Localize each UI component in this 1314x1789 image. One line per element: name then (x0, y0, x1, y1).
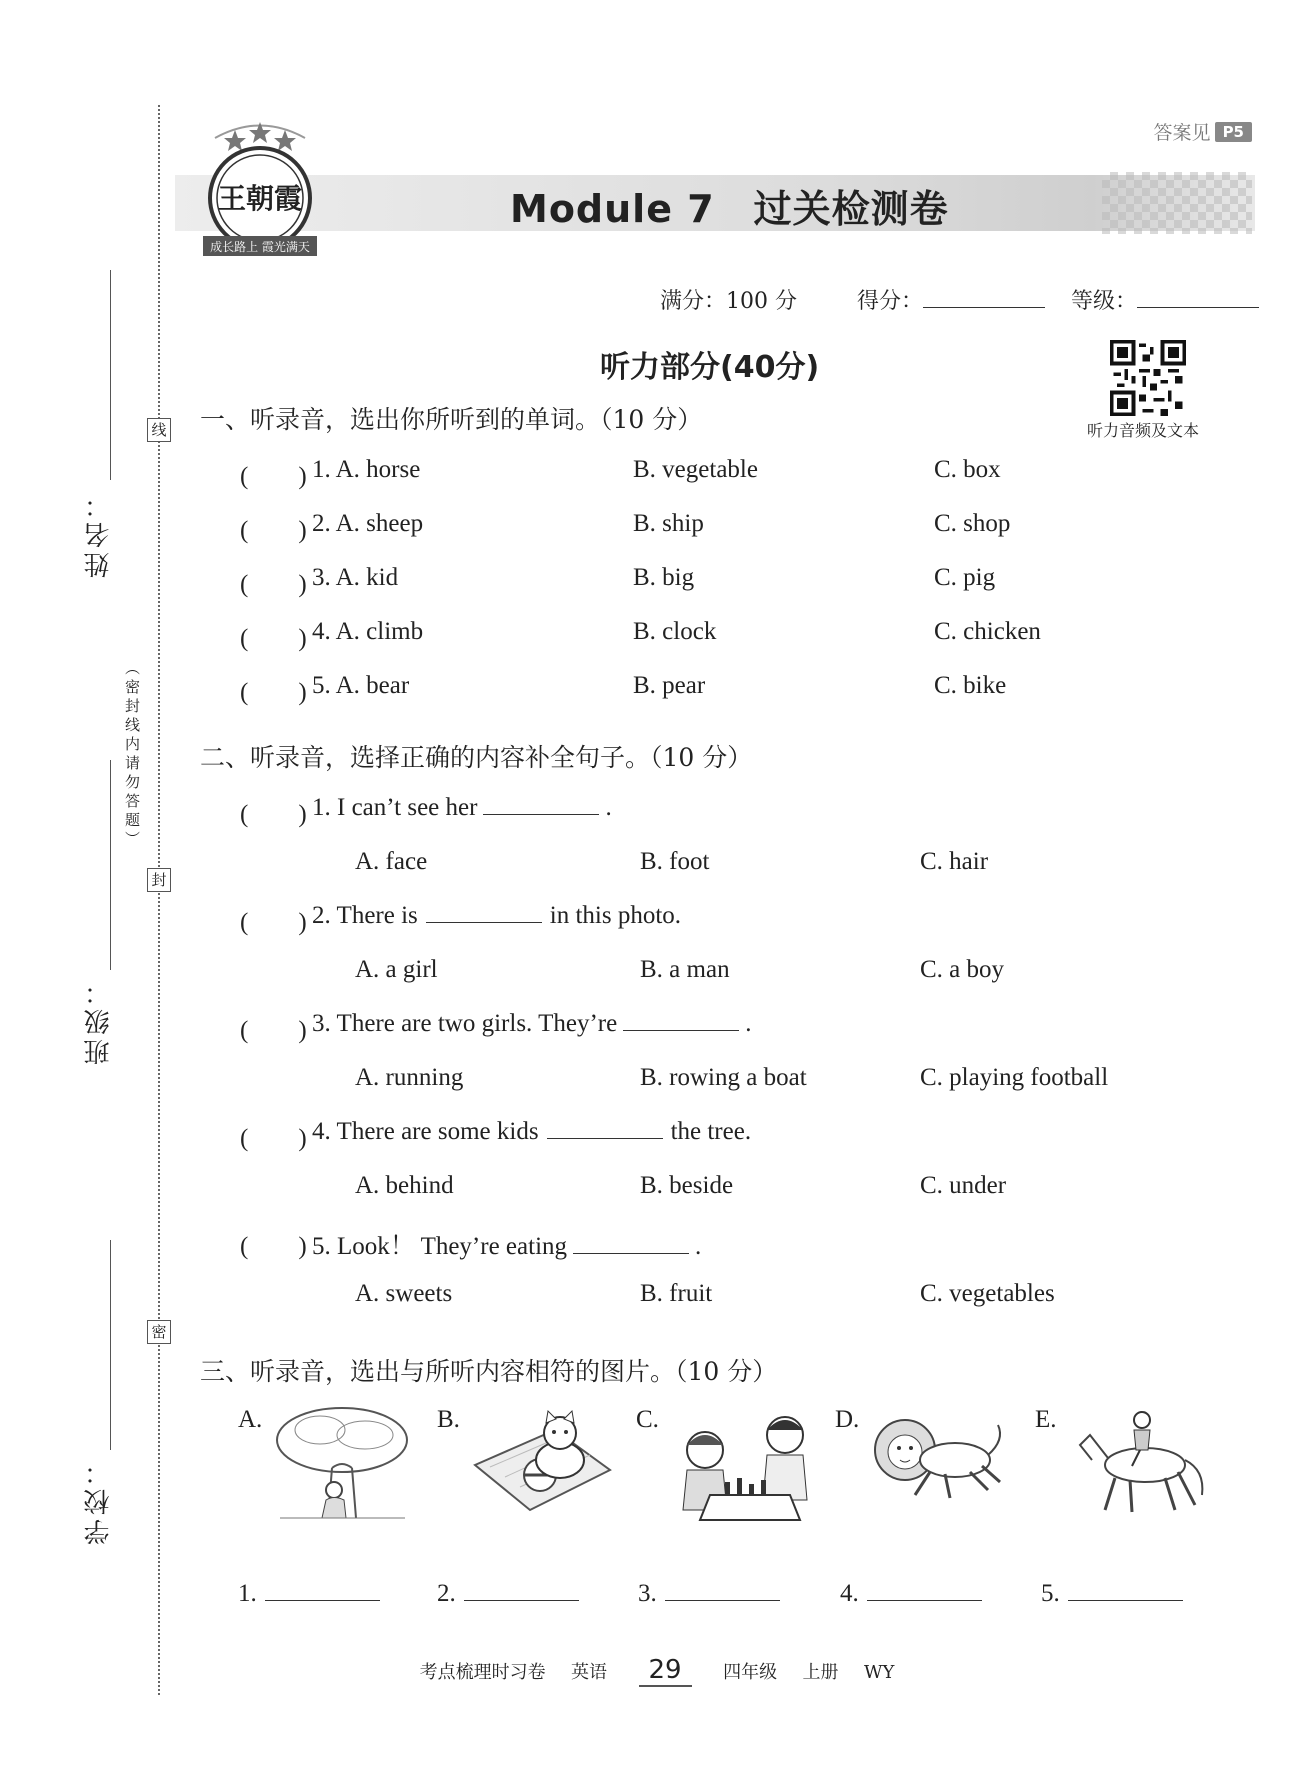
s3-answer-3-blank[interactable] (665, 1599, 780, 1601)
school-label: 学校： (84, 1455, 114, 1545)
s2-q3-a: A. running (355, 1064, 464, 1091)
s2-q2-b: B. a man (640, 956, 730, 983)
s1-q4-b: B. clock (633, 618, 717, 645)
answer-bracket[interactable]: ( ) (240, 909, 307, 936)
s3-answer-2-num: 2. (437, 1580, 456, 1607)
s2-q3-b: B. rowing a boat (640, 1064, 807, 1091)
s1-q1-b: B. vegetable (633, 456, 758, 483)
name-underline[interactable] (110, 270, 111, 480)
answer-bracket[interactable]: ( ) (240, 679, 307, 706)
school-underline[interactable] (110, 1240, 111, 1450)
running-lion-picture[interactable] (870, 1410, 1015, 1505)
boy-under-tree-picture[interactable] (270, 1400, 415, 1525)
s2-q1-b: B. foot (640, 848, 710, 875)
answer-ref-label: 答案见 (1153, 122, 1211, 144)
footer-book: 考点梳理时习卷 (419, 1662, 546, 1683)
answer-bracket[interactable]: ( ) (240, 1125, 307, 1152)
s2-q5-stem: 5. Look！ They’re eating (312, 1233, 568, 1260)
s3-answer-3-num: 3. (638, 1580, 657, 1607)
s1-q2-c: C. shop (934, 510, 1011, 537)
s1-q5-b: B. pear (633, 672, 706, 699)
s2-q1-a: A. face (355, 848, 428, 875)
footer-grade: 四年级 (723, 1662, 778, 1683)
section2-items (240, 794, 1140, 1334)
s2-q1-blank[interactable] (483, 813, 599, 815)
qr-caption: 听力音频及文本 (1087, 421, 1200, 440)
section1-items (240, 456, 1140, 726)
seal-char-line: 线 (147, 418, 171, 442)
girl-riding-horse-picture[interactable] (1070, 1400, 1215, 1520)
footer-edition: WY (864, 1662, 895, 1683)
picture-a-label: A. (238, 1406, 263, 1433)
seal-note: （密封线内请勿答题） (123, 660, 141, 850)
s2-q3-end: . (745, 1010, 752, 1037)
s2-q2-a: A. a girl (355, 956, 438, 983)
page-title: Module 7 过关检测卷 (510, 187, 949, 231)
s2-q2-end: in this photo. (549, 902, 682, 929)
section3-title: 三、听录音，选出与所听内容相符的图片。（10 分） (200, 1357, 778, 1386)
page-footer (0, 1655, 1314, 1685)
banner-checker-decoration (1102, 172, 1252, 234)
s2-q4-blank[interactable] (547, 1137, 663, 1139)
s3-answer-2 (437, 1580, 579, 1608)
picture-b-label: B. (437, 1406, 460, 1433)
svg-text:王朝霞: 王朝霞 (217, 182, 303, 215)
answer-bracket[interactable]: ( ) (240, 801, 307, 828)
footer-subject: 英语 (571, 1662, 608, 1683)
s2-q1 (312, 794, 612, 822)
s2-q4-stem: 4. There are some kids (312, 1118, 539, 1145)
answer-bracket[interactable]: ( ) (240, 1017, 307, 1044)
s2-q5-a: A. sweets (355, 1280, 453, 1307)
class-label: 班级： (84, 975, 114, 1065)
s2-q4-a: A. behind (355, 1172, 454, 1199)
s3-answer-4-num: 4. (840, 1580, 859, 1607)
section2-title: 二、听录音，选择正确的内容补全句子。（10 分） (200, 743, 753, 772)
cat-on-towel-picture[interactable] (470, 1405, 615, 1515)
svg-text:成长路上 霞光满天: 成长路上 霞光满天 (210, 240, 310, 254)
s1-q3-c: C. pig (934, 564, 996, 591)
qr-code-icon[interactable] (1110, 340, 1186, 416)
full-score: 满分：100 分 (660, 289, 797, 314)
s3-answer-1-num: 1. (238, 1580, 257, 1607)
s3-answer-1 (238, 1580, 380, 1608)
s2-q5-end: . (695, 1233, 702, 1260)
footer-volume: 上册 (802, 1662, 839, 1683)
s2-q2-blank[interactable] (426, 921, 542, 923)
s2-q3-blank[interactable] (623, 1029, 739, 1031)
s2-q5-b: B. fruit (640, 1280, 713, 1307)
s2-q5-c: C. vegetables (920, 1280, 1055, 1307)
s1-q2: 2. A. sheep (312, 510, 424, 537)
s3-answer-1-blank[interactable] (265, 1599, 380, 1601)
grade-label: 等级： (1071, 289, 1138, 314)
s2-q2-stem: 2. There is (312, 902, 418, 929)
s2-q3-stem: 3. There are two girls. They’re (312, 1010, 618, 1037)
listening-part-title: 听力部分(40分) (600, 350, 820, 385)
answer-bracket[interactable]: ( ) (240, 571, 307, 598)
s2-q4-end: the tree. (670, 1118, 752, 1145)
answer-bracket[interactable]: ( ) (240, 625, 307, 652)
answer-reference (1154, 118, 1252, 145)
score-line (660, 284, 1259, 315)
picture-c-label: C. (636, 1406, 659, 1433)
answer-bracket[interactable]: ( ) (240, 1233, 307, 1260)
s1-q5: 5. A. bear (312, 672, 410, 699)
picture-e-label: E. (1035, 1406, 1057, 1433)
s1-q4: 4. A. climb (312, 618, 424, 645)
s3-answer-5-num: 5. (1041, 1580, 1060, 1607)
answer-bracket[interactable]: ( ) (240, 463, 307, 490)
kids-playing-chess-picture[interactable] (675, 1400, 815, 1525)
s3-answer-5-blank[interactable] (1068, 1599, 1183, 1601)
seal-char-seal: 封 (147, 868, 171, 892)
s1-q2-b: B. ship (633, 510, 704, 537)
s1-q4-c: C. chicken (934, 618, 1041, 645)
section1-title: 一、听录音，选出你所听到的单词。（10 分） (200, 405, 703, 434)
s1-q5-c: C. bike (934, 672, 1007, 699)
page-number: 29 (639, 1655, 692, 1687)
grade-field[interactable] (1137, 306, 1259, 308)
s1-q1-c: C. box (934, 456, 1001, 483)
s3-answer-3 (638, 1580, 780, 1608)
answer-bracket[interactable]: ( ) (240, 517, 307, 544)
s3-answer-4-blank[interactable] (867, 1599, 982, 1601)
picture-d-label: D. (835, 1406, 860, 1433)
s2-q1-end: . (605, 794, 612, 821)
s2-q2-c: C. a boy (920, 956, 1005, 983)
s3-answer-2-blank[interactable] (464, 1599, 579, 1601)
s2-q3-c: C. playing football (920, 1064, 1109, 1091)
publisher-logo (195, 118, 325, 258)
s2-q3 (312, 1010, 751, 1038)
s1-q3-b: B. big (633, 564, 695, 591)
s2-q5 (312, 1226, 701, 1262)
s3-answer-5 (1041, 1580, 1183, 1608)
binding-dotted-line (158, 105, 160, 1695)
seal-char-secret: 密 (147, 1320, 171, 1344)
class-underline[interactable] (110, 760, 111, 970)
s2-q4-b: B. beside (640, 1172, 734, 1199)
s3-answer-4 (840, 1580, 982, 1608)
s2-q4 (312, 1118, 751, 1146)
s2-q4-c: C. under (920, 1172, 1007, 1199)
score-field[interactable] (923, 306, 1045, 308)
answer-ref-page: P5 (1215, 122, 1252, 142)
name-label: 姓名： (84, 488, 114, 578)
score-label: 得分： (857, 289, 924, 314)
s2-q1-c: C. hair (920, 848, 989, 875)
s2-q2 (312, 902, 681, 930)
s1-q1: 1. A. horse (312, 456, 421, 483)
s2-q5-blank[interactable] (573, 1252, 689, 1254)
s2-q1-stem: 1. I can’t see her (312, 794, 478, 821)
s1-q3: 3. A. kid (312, 564, 399, 591)
